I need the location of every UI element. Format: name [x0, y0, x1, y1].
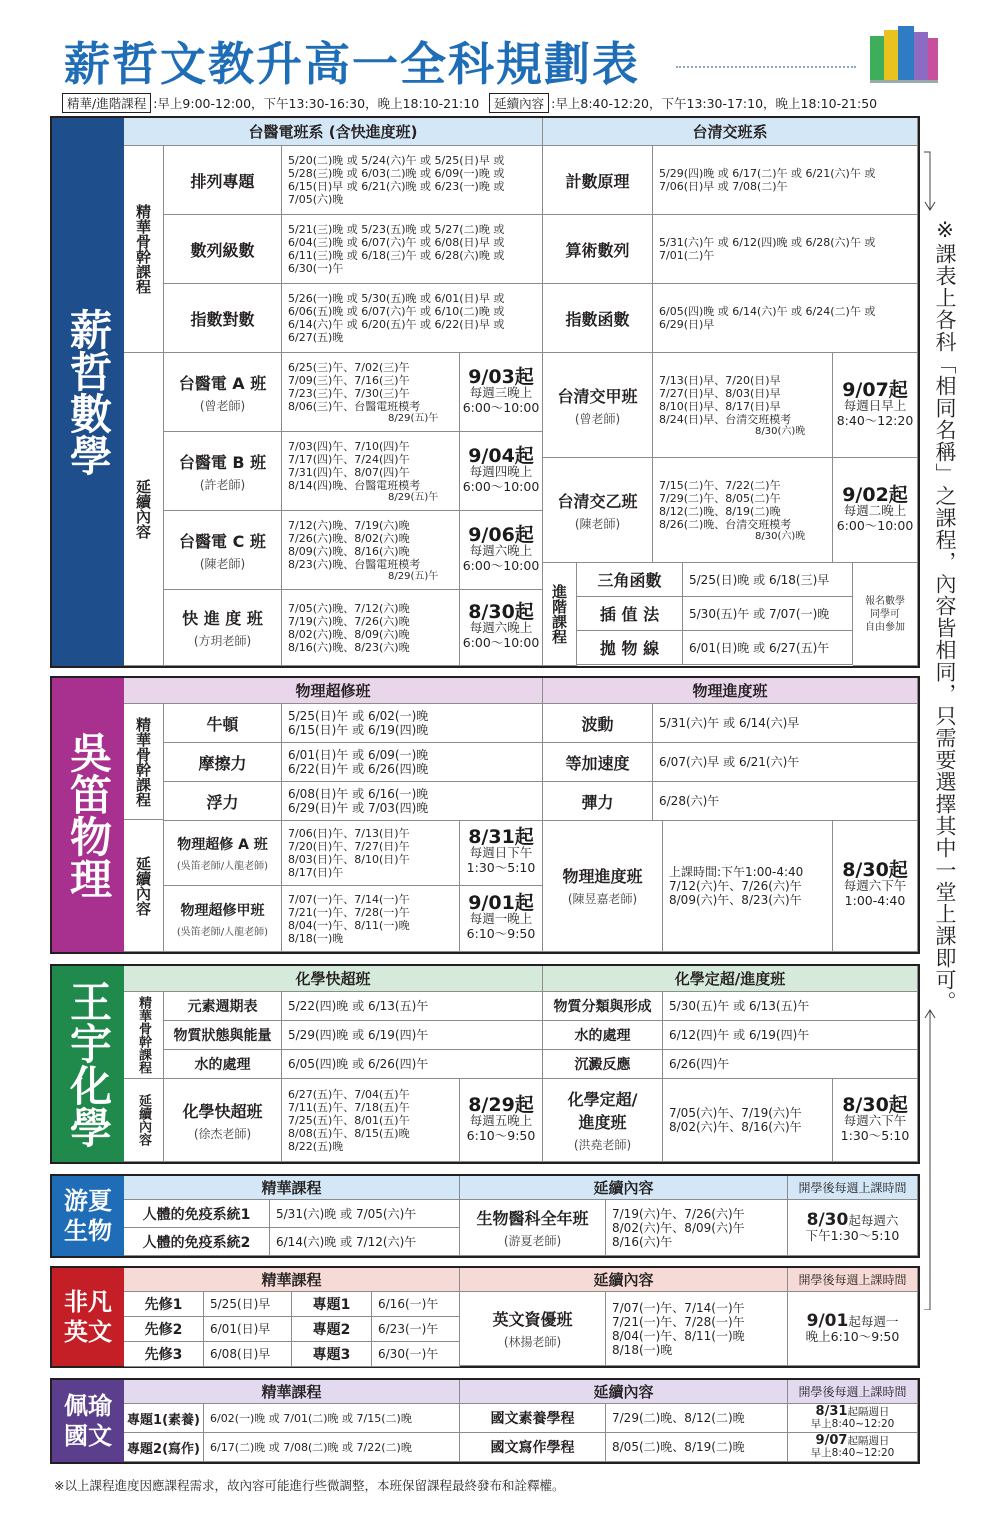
- physics-progress-weekly: 8/30起 每週六下午 1:00-4:40: [833, 820, 918, 952]
- physics-class-dates: 7/07(一)午、7/14(一)午 7/21(一)午、7/28(一)午 8/04(一)午、8/11(一)晚 8/18(一)晚: [282, 886, 460, 952]
- chem-fast-dates: 6/27(五)午、7/04(五)午 7/11(五)午、7/18(五)午 7/25(五)午、8/01(五)午 8/08(五)午、8/15(五)晚 8/22(五)晚: [282, 1079, 460, 1162]
- bio-head-continuation: 延續內容: [460, 1176, 788, 1200]
- chem-right-dates: 5/30(五)午 或 6/13(五)午: [663, 992, 918, 1021]
- title-divider: [676, 66, 856, 68]
- physics-essential-dates: 6/01(日)午 或 6/09(一)晚 6/22(日)午 或 6/26(四)晚: [282, 743, 543, 782]
- chem-essential-dates: 5/22(四)晚 或 6/13(五)午: [282, 992, 543, 1021]
- math-right-header: 台清交班系: [543, 118, 918, 146]
- math-class-weekly: 9/03起 每週三晚上 6:00～10:00: [460, 353, 543, 432]
- chinese-side-label: 佩瑜 國文: [52, 1380, 124, 1462]
- physics-progress-dates: 上課時間:下午1:00-4:40 7/12(六)午、7/26(六)午 8/09(六)午、8/23(六)午: [663, 820, 833, 952]
- math-section: [50, 116, 920, 668]
- physics-left-header: 物理超修班: [124, 678, 543, 704]
- physics-right-dates: 6/07(六)早 或 6/21(六)午: [653, 743, 918, 782]
- chem-right-topic: 沉澱反應: [543, 1050, 663, 1079]
- physics-progress-class: 物理進度班 (陳昱嘉老師): [543, 820, 663, 952]
- math-advanced-topic: 三角函數: [577, 563, 683, 597]
- chinese-head-continuation: 延續內容: [460, 1380, 788, 1404]
- chem-fast-weekly: 8/29起 每週五晚上 6:10～9:50: [460, 1079, 543, 1162]
- math-essential-dates: 5/20(二)晚 或 5/24(六)午 或 5/25(日)早 或 5/28(三)晚 或 6/03(二)晚 或 6/09(一)晚 或 6/15(日)早 或 6/21(六)晚 或 6/23(一)晚 或 7/05(六)晚: [282, 146, 543, 215]
- time-text-essential: :早上9:00-12:00，下午13:30-16:30，晚上18:10-21:10: [153, 96, 480, 111]
- english-section: [50, 1266, 920, 1368]
- math-class-name: 台醫電 B 班 (許老師): [164, 432, 282, 511]
- math-advanced-topic: 拋 物 線: [577, 631, 683, 665]
- chinese-section: [50, 1378, 920, 1464]
- math-side-label: 薪哲數學: [52, 118, 124, 666]
- english-head-essential: 精華課程: [124, 1268, 460, 1292]
- chinese-head-weekly: 開學後每週上課時間: [788, 1380, 918, 1404]
- math-advanced-dates: 6/01(日)晚 或 6/27(五)午: [683, 631, 853, 665]
- footnote: ※以上課程進度因應課程需求，故內容可能進行些微調整，本班保留課程最終發布和詮釋權。: [54, 1478, 565, 1493]
- chem-left-header: 化學快超班: [124, 966, 543, 992]
- physics-class-name: 物理超修甲班 (吳笛老師/人龍老師): [164, 886, 282, 952]
- math-advanced-topic: 插 值 法: [577, 597, 683, 631]
- english-prep-date: 6/08(日)早: [204, 1342, 292, 1367]
- chinese-weekly: 8/31起隔週日 早上8:40~12:20: [788, 1404, 918, 1433]
- english-head-continuation: 延續內容: [460, 1268, 788, 1292]
- bio-section: [50, 1174, 920, 1258]
- math-class-dates: 7/03(四)午、7/10(四)午 7/17(四)午、7/24(四)午 7/31(四)午、8/07(四)午 8/14(四)晚、台醫電班模考 8/29(五)午: [282, 432, 460, 511]
- chem-progress-class: 化學定超/ 進度班 (洪堯老師): [543, 1079, 663, 1162]
- time-legend: [62, 93, 877, 113]
- english-prep-date: 5/25(日)早: [204, 1292, 292, 1317]
- chinese-topic-dates: 6/17(二)晚 或 7/08(二)晚 或 7/22(二)晚: [204, 1433, 460, 1462]
- chem-essential-label: 精華骨幹課程: [124, 992, 164, 1079]
- english-prep-date: 6/01(日)早: [204, 1317, 292, 1342]
- chem-progress-weekly: 8/30起 每週六下午 1:30～5:10: [833, 1079, 918, 1162]
- math-tqj-class-dates: 7/15(二)午、7/22(二)午 7/29(二)午、8/05(二)午 8/12(二)晚、8/19(二)晚 8/26(二)晚、台清交班模考 8/30(六)晚: [653, 458, 833, 563]
- english-topic-date: 6/23(一)午: [372, 1317, 460, 1342]
- bio-row-1-dates: 5/31(六)晚 或 7/05(六)午: [270, 1200, 460, 1228]
- chem-essential-topic: 元素週期表: [164, 992, 282, 1021]
- physics-essential-label: 精華骨幹課程: [124, 704, 164, 820]
- math-class-weekly: 9/06起 每週六晚上 6:00～10:00: [460, 511, 543, 590]
- english-prep-name: 先修1: [124, 1292, 204, 1317]
- math-class-weekly: 8/30起 每週六晚上 6:00～10:00: [460, 590, 543, 666]
- chem-essential-dates: 6/05(四)晚 或 6/26(四)午: [282, 1050, 543, 1079]
- english-topic-name: 專題2: [292, 1317, 372, 1342]
- math-left-header: 台醫電班系 (含快進度班): [124, 118, 543, 146]
- time-label-essential: 精華/進階課程: [62, 93, 151, 113]
- chem-progress-dates: 7/05(六)午、7/19(六)午 8/02(六)午、8/16(六)午: [663, 1079, 833, 1162]
- physics-right-dates: 5/31(六)午 或 6/14(六)早: [653, 704, 918, 743]
- physics-class-weekly: 9/01起 每週一晚上 6:10～9:50: [460, 886, 543, 952]
- physics-essential-topic: 摩擦力: [164, 743, 282, 782]
- chem-essential-topic: 物質狀態與能量: [164, 1021, 282, 1050]
- math-tqj-class-name: 台清交甲班 (曾老師): [543, 353, 653, 458]
- physics-right-dates: 6/28(六)午: [653, 782, 918, 821]
- time-text-continuation: :早上8:40-12:20，下午13:30-17:10，晚上18:10-21:50: [551, 96, 878, 111]
- math-class-dates: 6/25(三)午、7/02(三)午 7/09(三)午、7/16(三)午 7/23(三)午、7/30(三)午 8/06(三)午、台醫電班模考 8/29(五)午: [282, 353, 460, 432]
- chinese-topic-name: 專題1(素養): [124, 1404, 204, 1433]
- bio-weekly: 8/30起每週六 下午1:30～5:10: [788, 1200, 918, 1256]
- physics-class-name: 物理超修 A 班 (吳笛老師/人龍老師): [164, 820, 282, 886]
- bio-head-essential: 精華課程: [124, 1176, 460, 1200]
- math-advanced-dates: 5/30(五)午 或 7/07(一)晚: [683, 597, 853, 631]
- chinese-course-name: 國文素養學程: [460, 1404, 606, 1433]
- math-essential-topic: 指數對數: [164, 284, 282, 353]
- chem-essential-dates: 5/29(四)晚 或 6/19(四)午: [282, 1021, 543, 1050]
- math-advanced-label: 進階課程: [543, 563, 577, 666]
- chinese-topic-dates: 6/02(一)晚 或 7/01(二)晚 或 7/15(二)晚: [204, 1404, 460, 1433]
- physics-right-topic: 等加速度: [543, 743, 653, 782]
- bio-row-2-name: 人體的免疫系統2: [124, 1228, 270, 1256]
- bio-cont-class: 生物醫科全年班 (游夏老師): [460, 1200, 606, 1256]
- math-class-name: 台醫電 A 班 (曾老師): [164, 353, 282, 432]
- chinese-course-name: 國文寫作學程: [460, 1433, 606, 1462]
- math-tqj-class-weekly: 9/07起 每週日早上 8:40～12:20: [833, 353, 918, 458]
- math-class-dates: 7/05(六)晚、7/12(六)晚 7/19(六)晚、7/26(六)晚 8/02(六)晚、8/09(六)晚 8/16(六)晚、8/23(六)晚: [282, 590, 460, 666]
- header: [0, 0, 1000, 118]
- math-right-topic: 算術數列: [543, 215, 653, 284]
- chem-right-dates: 6/26(四)午: [663, 1050, 918, 1079]
- math-essential-topic: 數列級數: [164, 215, 282, 284]
- chinese-topic-name: 專題2(寫作): [124, 1433, 204, 1462]
- math-right-topic: 計數原理: [543, 146, 653, 215]
- math-right-dates: 5/29(四)晚 或 6/17(二)午 或 6/21(六)午 或 7/06(日)早 或 7/08(二)午: [653, 146, 918, 215]
- math-essential-topic: 排列專題: [164, 146, 282, 215]
- english-topic-date: 6/16(一)午: [372, 1292, 460, 1317]
- english-cont-dates: 7/07(一)午、7/14(一)午 7/21(一)午、7/28(一)午 8/04(一)午、8/11(一)晚 8/18(一)晚: [606, 1292, 788, 1366]
- chem-continuation-label: 延續內容: [124, 1079, 164, 1162]
- physics-essential-topic: 浮力: [164, 782, 282, 821]
- chem-right-dates: 6/12(四)午 或 6/19(四)午: [663, 1021, 918, 1050]
- chinese-weekly: 9/07起隔週日 早上8:40~12:20: [788, 1433, 918, 1462]
- physics-essential-dates: 6/08(日)午 或 6/16(一)晚 6/29(日)午 或 7/03(四)晚: [282, 782, 543, 821]
- bio-side-label: 游夏 生物: [52, 1176, 124, 1256]
- math-essential-dates: 5/21(三)晚 或 5/23(五)晚 或 5/27(二)晚 或 6/04(三)晚 或 6/07(六)午 或 6/08(日)早 或 6/11(三)晚 或 6/18(三)午 或 6/28(六)晚 或 6/30(一)午: [282, 215, 543, 284]
- physics-class-dates: 7/06(日)午、7/13(日)午 7/20(日)午、7/27(日)午 8/03(日)午、8/10(日)午 8/17(日)午: [282, 820, 460, 886]
- english-topic-name: 專題1: [292, 1292, 372, 1317]
- math-tqj-class-weekly: 9/02起 每週二晚上 6:00～10:00: [833, 458, 918, 563]
- chinese-course-dates: 7/29(二)晚、8/12(二)晚: [606, 1404, 788, 1433]
- english-cont-class: 英文資優班 (林揚老師): [460, 1292, 606, 1366]
- english-side-label: 非凡 英文: [52, 1268, 124, 1366]
- physics-right-topic: 波動: [543, 704, 653, 743]
- math-right-dates: 6/05(四)晚 或 6/14(六)午 或 6/24(二)午 或 6/29(日)早: [653, 284, 918, 353]
- math-class-dates: 7/12(六)晚、7/19(六)晚 7/26(六)晚、8/02(六)晚 8/09(六)晚、8/16(六)晚 8/23(六)晚、台醫電班模考 8/29(五)午: [282, 511, 460, 590]
- math-essential-label: 精華骨幹課程: [124, 146, 164, 353]
- chem-right-header: 化學定超/進度班: [543, 966, 918, 992]
- chinese-head-essential: 精華課程: [124, 1380, 460, 1404]
- english-prep-name: 先修3: [124, 1342, 204, 1367]
- chem-essential-topic: 水的處理: [164, 1050, 282, 1079]
- chem-right-topic: 水的處理: [543, 1021, 663, 1050]
- math-advanced-dates: 5/25(日)晚 或 6/18(三)早: [683, 563, 853, 597]
- math-advanced-note: 報名數學 同學可 自由參加: [853, 563, 918, 666]
- physics-essential-topic: 牛頓: [164, 704, 282, 743]
- math-class-name: 快 進 度 班 (方玥老師): [164, 590, 282, 666]
- math-essential-dates: 5/26(一)晚 或 5/30(五)晚 或 6/01(日)早 或 6/06(五)晚 或 6/07(六)午 或 6/10(二)晚 或 6/14(六)午 或 6/20(五)午 或 6/22(日)早 或 6/27(五)晚: [282, 284, 543, 353]
- physics-right-header: 物理進度班: [543, 678, 918, 704]
- bio-row-2-dates: 6/14(六)晚 或 7/12(六)午: [270, 1228, 460, 1256]
- chem-side-label: 王宇化學: [52, 966, 124, 1162]
- physics-class-weekly: 8/31起 每週日下午 1:30～5:10: [460, 820, 543, 886]
- bio-cont-dates: 7/19(六)午、7/26(六)午 8/02(六)午、8/09(六)午 8/16(六)午: [606, 1200, 788, 1256]
- chem-right-topic: 物質分類與形成: [543, 992, 663, 1021]
- right-side-note: ※課表上各科「相同名稱」之課程，內容皆相同，只需要選擇其中一堂上課即可。: [933, 218, 957, 1013]
- physics-section: [50, 676, 920, 954]
- math-tqj-class-name: 台清交乙班 (陳老師): [543, 458, 653, 563]
- math-class-weekly: 9/04起 每週四晚上 6:00～10:00: [460, 432, 543, 511]
- chem-fast-class: 化學快超班 (徐杰老師): [164, 1079, 282, 1162]
- english-weekly: 9/01起每週一 晚上6:10～9:50: [788, 1292, 918, 1366]
- chinese-course-dates: 8/05(二)晚、8/19(二)晚: [606, 1433, 788, 1462]
- physics-side-label: 吳笛物理: [52, 678, 124, 952]
- bio-head-weekly: 開學後每週上課時間: [788, 1176, 918, 1200]
- english-topic-date: 6/30(一)午: [372, 1342, 460, 1367]
- english-topic-name: 專題3: [292, 1342, 372, 1367]
- english-prep-name: 先修2: [124, 1317, 204, 1342]
- books-icon: [868, 22, 940, 84]
- physics-right-topic: 彈力: [543, 782, 653, 821]
- time-label-continuation: 延續內容: [489, 93, 549, 113]
- math-class-name: 台醫電 C 班 (陳老師): [164, 511, 282, 590]
- page-title: 薪哲文教升高一全科規劃表: [64, 37, 640, 91]
- physics-essential-dates: 5/25(日)午 或 6/02(一)晚 6/15(日)午 或 6/19(四)晚: [282, 704, 543, 743]
- math-continuation-label: 延續內容: [124, 353, 164, 666]
- math-tqj-class-dates: 7/13(日)早、7/20(日)早 7/27(日)早、8/03(日)早 8/10(日)早、8/17(日)早 8/24(日)早、台清交班模考 8/30(六)晚: [653, 353, 833, 458]
- physics-continuation-label: 延續內容: [124, 820, 164, 952]
- math-right-topic: 指數函數: [543, 284, 653, 353]
- english-head-weekly: 開學後每週上課時間: [788, 1268, 918, 1292]
- math-right-dates: 5/31(六)午 或 6/12(四)晚 或 6/28(六)午 或 7/01(二)午: [653, 215, 918, 284]
- chem-section: [50, 964, 920, 1164]
- bio-row-1-name: 人體的免疫系統1: [124, 1200, 270, 1228]
